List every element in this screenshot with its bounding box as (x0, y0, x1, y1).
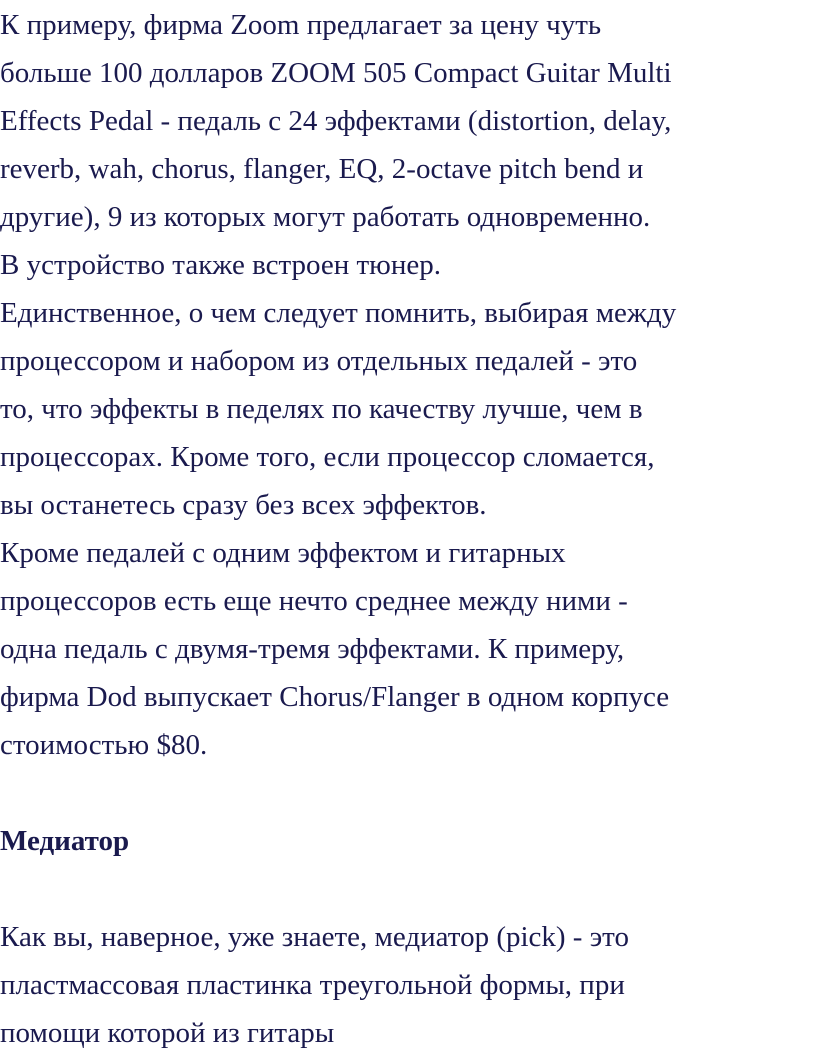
text-line: помощи которой из гитары (0, 1017, 335, 1049)
text-line: Единственное, о чем следует помнить, выбирая между (0, 297, 677, 329)
text-line: К примеру, фирма Zoom предлагает за цену чуть (0, 9, 602, 41)
text-line: фирма Dod выпускает Chorus/Flanger в одном корпусе (0, 681, 670, 713)
text-line: другие), 9 из которых могут работать одновременно. (0, 201, 651, 233)
text-line: процессоров есть еще нечто среднее между ними - (0, 585, 628, 617)
text-line: пластмассовая пластинка треугольной формы, при (0, 969, 625, 1001)
paragraph-pick (0, 913, 816, 1057)
section-heading: Медиатор (0, 825, 130, 857)
blank-line (0, 769, 816, 817)
text-line: процессором и набором из отдельных педалей - это (0, 345, 638, 377)
text-line: reverb, wah, chorus, flanger, EQ, 2-octave pitch bend и (0, 153, 644, 185)
text-line: Как вы, наверное, уже знаете, медиатор (pick) - это (0, 921, 629, 953)
text-line: вы останетесь сразу без всех эффектов. (0, 489, 487, 521)
blank-line (0, 865, 816, 913)
text-line: то, что эффекты в педелях по качеству лучше, чем в (0, 393, 643, 425)
text-line: Кроме педалей с одним эффектом и гитарных (0, 537, 566, 569)
text-line: больше 100 долларов ZOOM 505 Compact Guitar Multi (0, 57, 672, 89)
text-line: Effects Pedal - педаль с 24 эффектами (distortion, delay, (0, 105, 672, 137)
text-line: процессорах. Кроме того, если процессор сломается, (0, 441, 655, 473)
paragraph-processor-vs-pedals (0, 289, 816, 529)
text-line: В устройство также встроен тюнер. (0, 249, 441, 281)
paragraph-zoom-pedal (0, 1, 816, 289)
text-line: стоимостью $80. (0, 729, 208, 761)
text-line: одна педаль с двумя-тремя эффектами. К примеру, (0, 633, 625, 665)
paragraph-multi-effect-pedal (0, 529, 816, 769)
